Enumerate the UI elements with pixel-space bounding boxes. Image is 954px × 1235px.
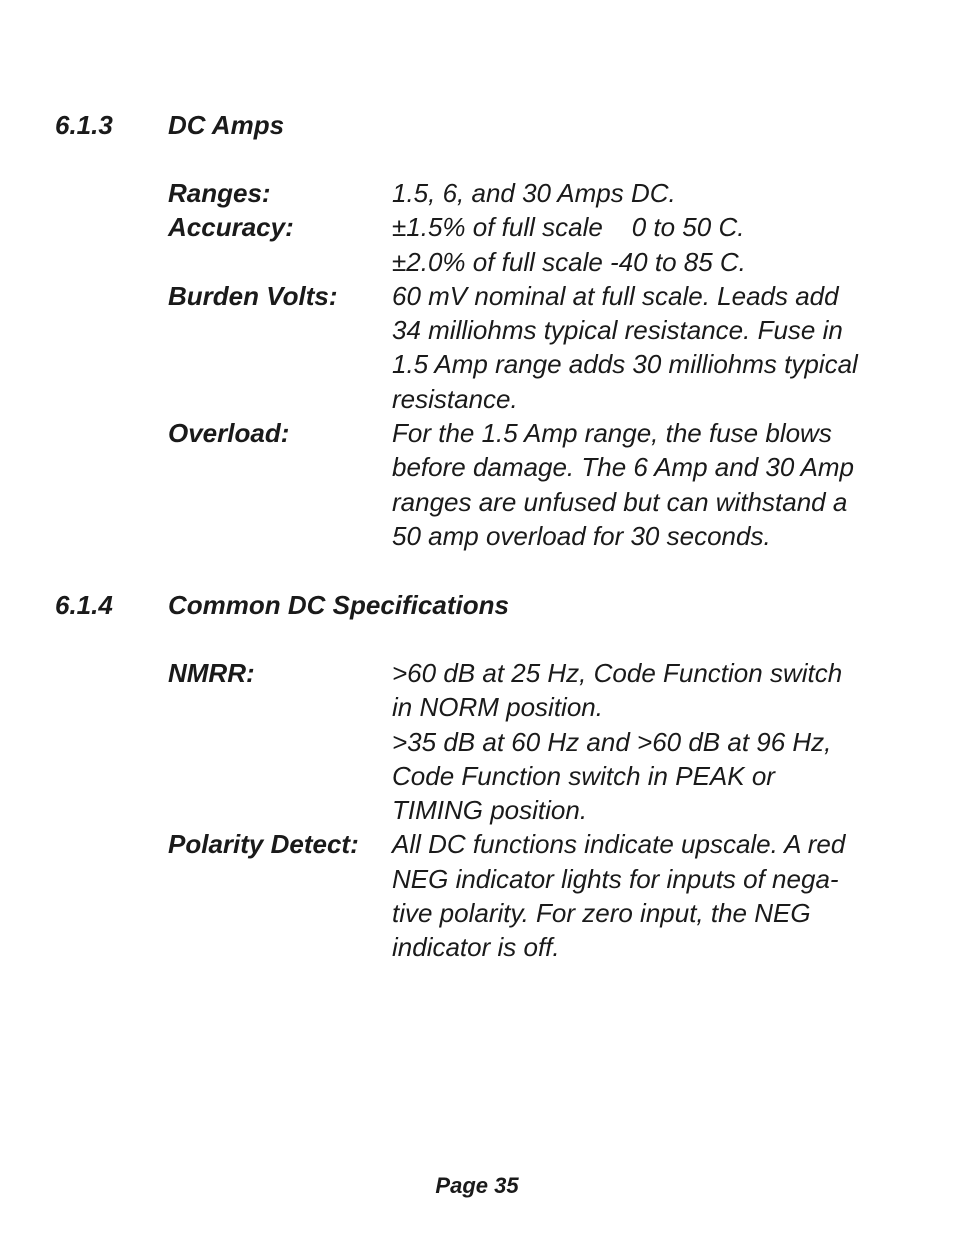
spec-nmrr bbox=[0, 656, 954, 827]
spec-value-line: ±2.0% of full scale -40 to 85 C. bbox=[392, 246, 746, 277]
spec-value-line: 60 mV nominal at full scale. Leads add bbox=[392, 280, 839, 311]
section-heading bbox=[0, 588, 954, 622]
spec-value bbox=[392, 279, 912, 416]
page-number: Page 35 bbox=[435, 1173, 519, 1198]
spec-value-line: ranges are unfused but can withstand a bbox=[392, 486, 848, 517]
spec-list bbox=[0, 176, 954, 553]
spec-label: Polarity Detect: bbox=[168, 829, 359, 860]
spec-value-line: 34 milliohms typical resistance. Fuse in bbox=[392, 315, 843, 346]
spec-value bbox=[392, 656, 912, 827]
section-common-dc-specifications bbox=[0, 588, 954, 965]
spec-list bbox=[0, 656, 954, 965]
spec-value-line: >35 dB at 60 Hz and >60 dB at 96 Hz, bbox=[392, 726, 832, 757]
spec-overload bbox=[0, 416, 954, 553]
spec-burden-volts bbox=[0, 279, 954, 416]
spec-value-line: before damage. The 6 Amp and 30 Amp bbox=[392, 452, 855, 483]
spec-value bbox=[392, 827, 912, 964]
spec-accuracy bbox=[0, 210, 954, 279]
spec-value-line: in NORM position. bbox=[392, 692, 603, 723]
spec-value-line: Code Function switch in PEAK or bbox=[392, 760, 775, 791]
section-title: DC Amps bbox=[168, 110, 285, 140]
spec-value-line: 1.5 Amp range adds 30 milliohms typical bbox=[392, 349, 858, 380]
section-heading bbox=[0, 108, 954, 142]
spec-value bbox=[392, 210, 912, 279]
spec-value-line: 50 amp overload for 30 seconds. bbox=[392, 520, 771, 551]
spec-value-line: For the 1.5 Amp range, the fuse blows bbox=[392, 418, 832, 449]
spec-ranges bbox=[0, 176, 954, 210]
section-dc-amps bbox=[0, 108, 954, 553]
spec-value-line: TIMING position. bbox=[392, 795, 588, 826]
section-number: 6.1.4 bbox=[55, 590, 113, 620]
spec-value-line: >60 dB at 25 Hz, Code Function switch bbox=[392, 658, 843, 688]
spec-value-line: ±1.5% of full scale 0 to 50 C. bbox=[392, 212, 745, 243]
spec-label: Overload: bbox=[168, 418, 290, 449]
spec-value bbox=[392, 416, 912, 553]
spec-label: Accuracy: bbox=[168, 212, 294, 243]
spec-label: NMRR: bbox=[168, 658, 255, 688]
spec-polarity-detect bbox=[0, 827, 954, 964]
section-title: Common DC Specifications bbox=[168, 590, 509, 620]
spec-value bbox=[392, 176, 912, 210]
spec-value-line: NEG indicator lights for inputs of nega- bbox=[392, 863, 839, 894]
spec-label: Burden Volts: bbox=[168, 280, 338, 311]
spec-value-line: resistance. bbox=[392, 383, 518, 414]
spec-label: Ranges: bbox=[168, 178, 271, 208]
spec-value-line: 1.5, 6, and 30 Amps DC. bbox=[392, 178, 676, 208]
section-number: 6.1.3 bbox=[55, 110, 113, 140]
spec-value-line: indicator is off. bbox=[392, 932, 560, 963]
spec-value-line: tive polarity. For zero input, the NEG bbox=[392, 898, 811, 929]
spec-value-line: All DC functions indicate upscale. A red bbox=[392, 829, 846, 860]
